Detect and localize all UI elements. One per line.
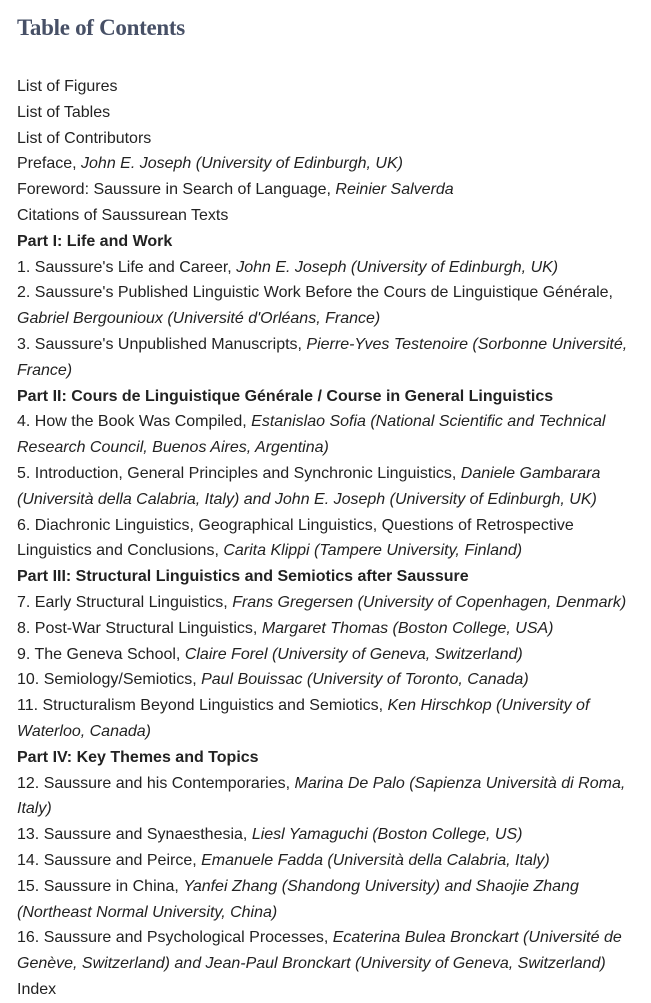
toc-entry: [17, 74, 643, 100]
toc-entry: [17, 280, 643, 332]
entry-title: 12. Saussure and his Contemporaries,: [17, 774, 295, 792]
entry-title: Foreword: Saussure in Search of Language,: [17, 181, 336, 199]
page-title: Table of Contents: [17, 15, 185, 40]
toc-list: [17, 74, 643, 1003]
entry-author: John E. Joseph (University of Edinburgh, UK): [81, 155, 403, 173]
entry-author: Carita Klippi (Tampere University, Finland): [223, 542, 523, 560]
entry-title: 3. Saussure's Unpublished Manuscripts,: [17, 335, 307, 353]
entry-title: 2. Saussure's Published Linguistic Work Before the Cours de Linguistique Générale,: [17, 284, 613, 302]
toc-part-heading: [17, 745, 643, 771]
entry-title: List of Figures: [17, 78, 118, 95]
entry-title: 10. Semiology/Semiotics,: [17, 671, 202, 689]
entry-author: Marina De Palo (Sapienza Università di Roma, Italy): [17, 774, 626, 818]
toc-entry: [17, 925, 643, 977]
entry-title: Index: [17, 980, 57, 998]
toc-entry: [17, 332, 643, 384]
entry-title: 16. Saussure and Psychological Processes,: [17, 929, 333, 947]
entry-author: Daniele Gambarara (Università della Calabria, Italy) and John E. Joseph (University of Edinburgh, UK): [17, 464, 601, 508]
entry-author: Claire Forel (University of Geneva, Switzerland): [184, 645, 523, 663]
entry-title: List of Tables: [17, 103, 111, 121]
toc-entry: [17, 822, 643, 848]
part-title: Part III: Structural Linguistics and Semiotics after Saussure: [17, 568, 469, 586]
entry-title: Preface,: [17, 155, 82, 173]
entry-author: Ecaterina Bulea Bronckart (Université de Genève, Switzerland) and Jean-Paul Bronckart (University of Geneva, Switzerland): [17, 929, 622, 973]
table-of-contents: [17, 14, 643, 998]
toc-entry: [17, 409, 643, 461]
toc-entry: [17, 461, 643, 513]
toc-entry: [17, 693, 643, 745]
entry-title: List of Contributors: [17, 129, 152, 147]
part-title: Part II: Cours de Linguistique Générale / Course in General Linguistics: [17, 387, 554, 405]
entry-title: 1. Saussure's Life and Career,: [17, 258, 237, 276]
entry-title: 14. Saussure and Peirce,: [17, 851, 202, 869]
entry-title: 9. The Geneva School,: [17, 645, 185, 663]
toc-entry: [17, 616, 643, 642]
entry-author: Liesl Yamaguchi (Boston College, US): [251, 826, 523, 844]
entry-author: Pierre-Yves Testenoire (Sorbonne Université, France): [17, 335, 628, 379]
toc-entry: [17, 642, 643, 668]
entry-author: Yanfei Zhang (Shandong University) and Shaojie Zhang (Northeast Normal University, China): [17, 877, 579, 921]
entry-title: 5. Introduction, General Principles and Synchronic Linguistics,: [17, 464, 461, 482]
toc-entry: [17, 255, 643, 281]
entry-title: 11. Structuralism Beyond Linguistics and Semiotics,: [17, 697, 388, 715]
entry-title: 4. How the Book Was Compiled,: [17, 413, 252, 431]
entry-title: 6. Diachronic Linguistics, Geographical Linguistics, Questions of Retrospective Linguistics and Conclusions,: [17, 516, 574, 560]
toc-entry: [17, 126, 643, 152]
entry-author: John E. Joseph (University of Edinburgh, UK): [236, 258, 559, 276]
toc-entry: [17, 151, 643, 177]
toc-entry: [17, 771, 643, 823]
entry-author: Margaret Thomas (Boston College, USA): [261, 619, 554, 637]
entry-title: Citations of Saussurean Texts: [17, 206, 229, 224]
toc-part-heading: [17, 564, 643, 590]
toc-part-heading: [17, 229, 643, 255]
toc-entry: [17, 977, 643, 1003]
entry-title: 13. Saussure and Synaesthesia,: [17, 826, 252, 844]
entry-author: Gabriel Bergounioux (Université d'Orléans, France): [17, 310, 381, 328]
entry-title: 8. Post-War Structural Linguistics,: [17, 619, 262, 637]
toc-entry: [17, 513, 643, 565]
toc-entry: [17, 590, 643, 616]
toc-entry: [17, 100, 643, 126]
toc-entry: [17, 203, 643, 229]
toc-entry: [17, 177, 643, 203]
part-title: Part I: Life and Work: [17, 232, 173, 250]
entry-author: Emanuele Fadda (Università della Calabria, Italy): [201, 851, 550, 869]
part-title: Part IV: Key Themes and Topics: [17, 748, 259, 766]
entry-title: 7. Early Structural Linguistics,: [17, 593, 233, 611]
entry-author: Frans Gregersen (University of Copenhagen, Denmark): [232, 593, 627, 611]
toc-part-heading: [17, 384, 643, 410]
toc-entry: [17, 848, 643, 874]
entry-author: Ken Hirschkop (University of Waterloo, Canada): [17, 697, 590, 740]
toc-entry: [17, 874, 643, 926]
entry-author: Reinier Salverda: [335, 181, 454, 199]
entry-author: Estanislao Sofia (National Scientific and Technical Research Council, Buenos Aires, Argentina): [17, 413, 606, 457]
entry-author: Paul Bouissac (University of Toronto, Canada): [201, 671, 529, 689]
entry-title: 15. Saussure in China,: [17, 877, 184, 895]
toc-entry: [17, 667, 643, 693]
